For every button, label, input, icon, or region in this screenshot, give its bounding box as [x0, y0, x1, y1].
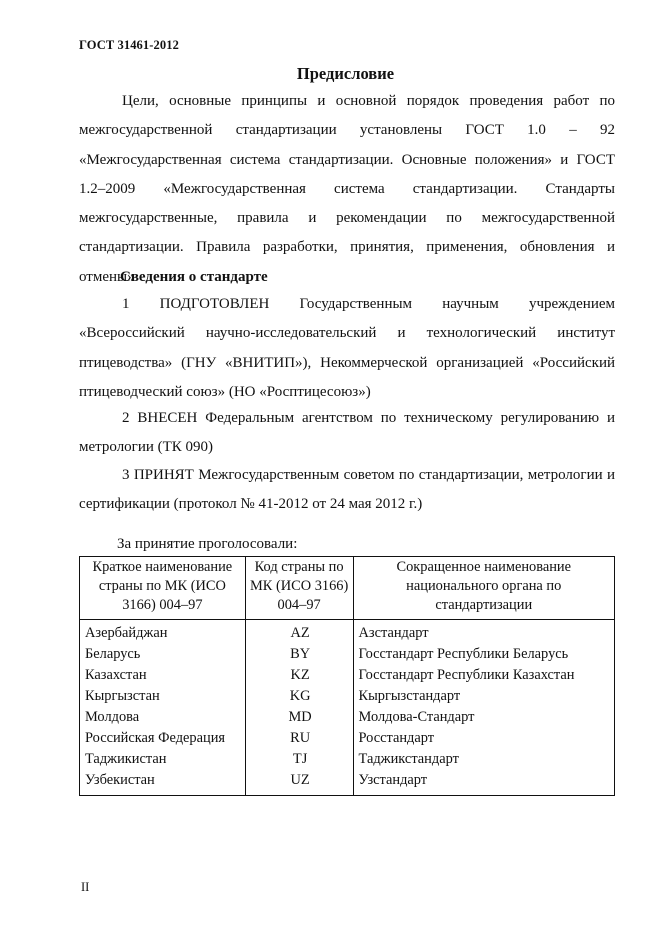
item-3-paragraph: [79, 461, 615, 520]
code-cell: RU: [245, 728, 353, 749]
country-cell: Казахстан: [80, 665, 246, 686]
table-row: [80, 644, 615, 665]
item-1-text: 1 ПОДГОТОВЛЕН Государственным научным учреждением «Всероссийский научно-исследовательский и технологический институт птицеводства» (ГНУ «ВНИТИП»), Некоммерческой организацией «Российский птицеводческий союз» (НО «Росптицесоюз»): [79, 296, 615, 400]
country-cell: Азербайджан: [80, 619, 246, 644]
code-cell: KG: [245, 686, 353, 707]
column-header-body: Сокращенное наименование национального органа по стандартизации: [353, 557, 614, 620]
item-2-paragraph: [79, 404, 615, 463]
foreword-paragraph: [79, 87, 615, 292]
item-3-text: 3 ПРИНЯТ Межгосударственным советом по стандартизации, метрологии и сертификации (протокол № 41-2012 от 24 мая 2012 г.): [79, 467, 615, 513]
table-row: [80, 707, 615, 728]
table-row: [80, 728, 615, 749]
code-cell: MD: [245, 707, 353, 728]
country-cell: Узбекистан: [80, 770, 246, 796]
foreword-text: Цели, основные принципы и основной порядок проведения работ по межгосударственной стандартизации установлены ГОСТ 1.0 – 92 «Межгосударственная система стандартизации. Основные положения» и ГОСТ 1.2–2009 «Межгосударственная система стандартизации. Стандарты межгосударственные, правила и рекомендации по межгосударственной стандартизации. Правила разработки, принятия, применения, обновления и отмены»: [79, 93, 615, 285]
document-id: ГОСТ 31461-2012: [79, 38, 179, 52]
page-number: II: [81, 880, 90, 894]
country-cell: Кыргызстан: [80, 686, 246, 707]
body-cell: Росстандарт: [353, 728, 614, 749]
section-heading: Сведения о стандарте: [120, 269, 268, 285]
vote-caption: За принятие проголосовали:: [117, 536, 298, 552]
body-cell: Таджикстандарт: [353, 749, 614, 770]
code-cell: KZ: [245, 665, 353, 686]
table-row: [80, 686, 615, 707]
body-cell: Узстандарт: [353, 770, 614, 796]
column-header-code: Код страны по МК (ИСО 3166) 004–97: [245, 557, 353, 620]
code-cell: TJ: [245, 749, 353, 770]
code-cell: AZ: [245, 619, 353, 644]
table-row: [80, 619, 615, 644]
body-cell: Молдова-Стандарт: [353, 707, 614, 728]
item-2-text: 2 ВНЕСЕН Федеральным агентством по техническому регулированию и метрологии (ТК 090): [79, 410, 615, 456]
code-cell: UZ: [245, 770, 353, 796]
body-cell: Азстандарт: [353, 619, 614, 644]
foreword-title: Предисловие: [296, 64, 395, 83]
body-cell: Госстандарт Республики Беларусь: [353, 644, 614, 665]
country-cell: Беларусь: [80, 644, 246, 665]
table-row: [80, 665, 615, 686]
table-row: [80, 749, 615, 770]
column-header-country: Краткое наименование страны по МК (ИСО 3166) 004–97: [80, 557, 246, 620]
country-cell: Таджикистан: [80, 749, 246, 770]
country-cell: Российская Федерация: [80, 728, 246, 749]
voting-table: [79, 556, 615, 796]
body-cell: Госстандарт Республики Казахстан: [353, 665, 614, 686]
table-header-row: [80, 557, 615, 620]
item-1-paragraph: [79, 290, 615, 407]
country-cell: Молдова: [80, 707, 246, 728]
table-row: [80, 770, 615, 796]
body-cell: Кыргызстандарт: [353, 686, 614, 707]
code-cell: BY: [245, 644, 353, 665]
